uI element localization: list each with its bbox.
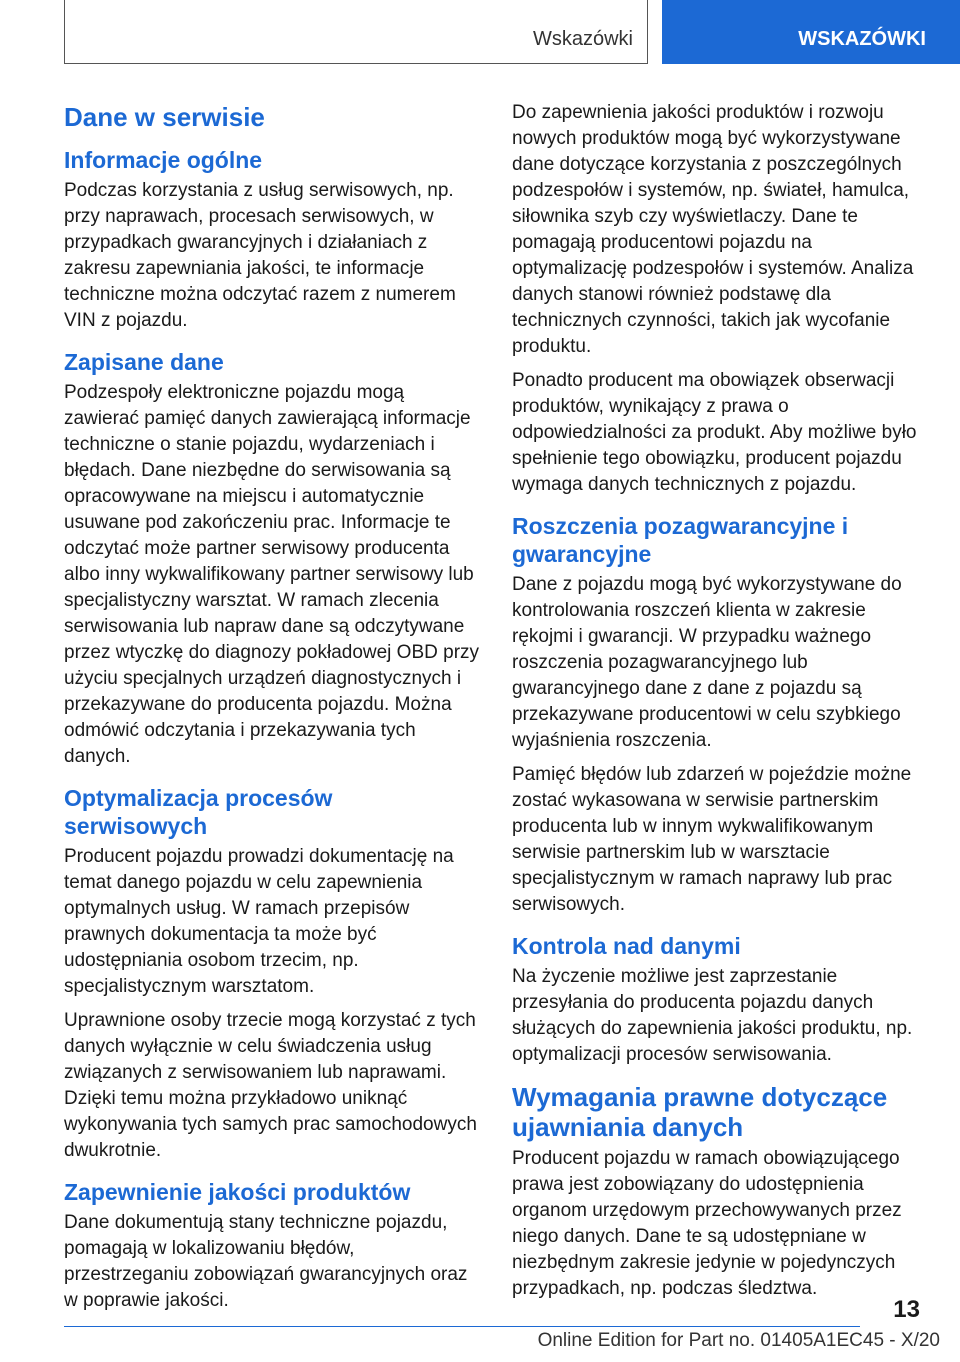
paragraph: Podzespoły elektroniczne pojazdu mogą zawierać pamięć danych zawierającą informacje techniczne o stanie pojazdu, wydarzeniach i błędach. Dane niezbędne do serwisowania są opracowywane na miejscu i automatycznie usuwane pod zakończeniu prac. Informacje te odczytać może partner serwisowy producenta albo inny wykwalifikowany partner serwisowy lub specjalistyczny warsztat. W ramach zlecenia serwisowania lub napraw dane są odczytywane przez wtyczkę do diagnozy pokładowej OBD przy użyciu specjalnych urządzeń diagnostycznych i przekazywane do producenta pojazdu. Można odmówić odczytania i przekazywania tych danych. bbox=[64, 382, 480, 767]
footer-divider bbox=[64, 1326, 860, 1327]
right-column bbox=[512, 100, 928, 1310]
paragraph: Pamięć błędów lub zdarzeń w pojeździe możne zostać wykasowana w serwisie partnerskim producenta lub w innym wykwalifikowanym serwisie partnerskim lub w warsztacie specjalistycznym w ramach naprawy lub prac serwisowych. bbox=[512, 764, 912, 915]
paragraph: Uprawnione osoby trzecie mogą korzystać z tych danych wyłącznie w celu świadczenia usług związanych z serwisowaniem lub naprawami. Dzięki temu można przykładowo uniknąć wykonywania tych samych prac samochodowych dwukrotnie. bbox=[64, 1010, 477, 1161]
paragraph: Producent pojazdu w ramach obowiązującego prawa jest zobowiązany do udostępnienia organom urzędowym przechowywanych przez niego danych. Dane te są udostępniane w niezbędnym zakresie jedynie w pojedynczych przypadkach, np. podczas śledztwa. bbox=[512, 1148, 902, 1299]
heading-warranty-claims: Roszczenia pozagwarancyjne i gwarancyjne bbox=[512, 513, 849, 567]
heading-legal-requirements: Wymagania prawne dotyczące ujawniania danych bbox=[512, 1082, 888, 1142]
paragraph: Ponadto producent ma obowiązek obserwacji produktów, wynikający z prawa o odpowiedzialności za produkt. Aby możliwe było spełnienie tego obowiązku, producent pojazdu wymaga danych technicznych z pojazdu. bbox=[512, 370, 917, 495]
paragraph: Dane dokumentują stany techniczne pojazdu, pomagają w lokalizowaniu błędów, przestrzeganiu zobowiązań gwarancyjnych oraz w poprawie jakości. bbox=[64, 1212, 468, 1311]
heading-data-control: Kontrola nad danymi bbox=[512, 933, 741, 959]
page-title: Dane w serwisie bbox=[64, 102, 265, 132]
paragraph: Do zapewnienia jakości produktów i rozwoju nowych produktów mogą być wykorzystywane dane dotyczące korzystania z poszczególnych podzespołów i systemów, np. świateł, hamulca, siłownika szyb czy wyświetlaczy. Dane te pomagają producentowi pojazdu na optymalizację podzespołów i systemów. Analiza danych stanowi również podstawę dla technicznych czynności, takich jak wycofanie produktu. bbox=[512, 102, 914, 357]
heading-general-info: Informacje ogólne bbox=[64, 147, 263, 173]
section-label: Wskazówki bbox=[532, 28, 633, 50]
paragraph: Dane z pojazdu mogą być wykorzystywane do kontrolowania roszczeń klienta w zakresie rękojmi i gwarancji. W przypadku ważnego roszczenia pozagwarancyjnego lub gwarancyjnego dane z dane z pojazdu są przekazywane producentowi w celu szybkiego wyjaśnienia roszczenia. bbox=[512, 574, 902, 751]
left-column bbox=[64, 100, 480, 1322]
section-tab: WSKAZÓWKI bbox=[662, 0, 960, 64]
page-number: 13 bbox=[893, 1296, 920, 1323]
edition-text: Online Edition for Part no. 01405A1EC45 - X/20 bbox=[537, 1330, 940, 1351]
paragraph: Producent pojazdu prowadzi dokumentację na temat danego pojazdu w celu zapewnienia optymalnych usług. W ramach przepisów prawnych dokumentacja ta może być udostępniania osobom trzecim, np. specjalistycznym warsztatom. bbox=[64, 846, 454, 997]
paragraph: Podczas korzystania z usług serwisowych, np. przy naprawach, procesach serwisowych, w przypadkach gwarancyjnych i działaniach z zakresu zapewniania jakości, te informacje techniczne można odczytać razem z numerem VIN z pojazdu. bbox=[64, 180, 456, 331]
heading-stored-data: Zapisane dane bbox=[64, 349, 224, 375]
header-box bbox=[64, 0, 648, 64]
paragraph: Na życzenie możliwe jest zaprzestanie przesyłania do producenta pojazdu danych służących do zapewnienia jakości produktu, np. optymalizacji procesów serwisowania. bbox=[512, 966, 913, 1065]
heading-quality-assurance: Zapewnienie jakości produktów bbox=[64, 1179, 411, 1205]
heading-service-optimization: Optymalizacja procesów serwisowych bbox=[64, 785, 333, 839]
